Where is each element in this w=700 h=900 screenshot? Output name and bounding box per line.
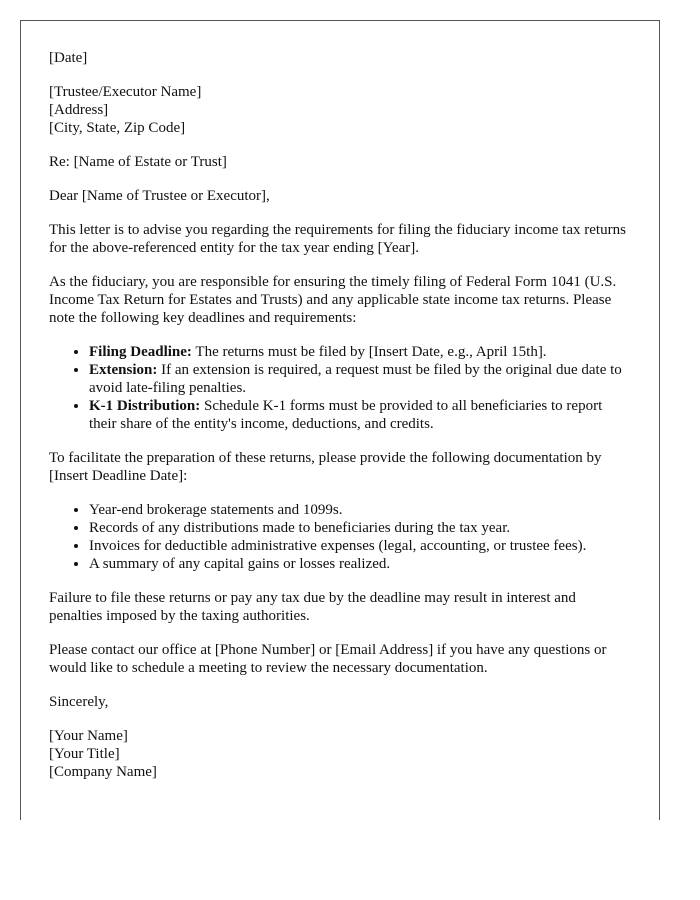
failure-paragraph: Failure to file these returns or pay any tax due by the deadline may result in interest and penalties imposed by the taxing authorities. — [49, 590, 576, 624]
recipient-name: [Trustee/Executor Name] — [49, 84, 202, 100]
signature-block — [49, 727, 629, 781]
letter-body — [49, 49, 629, 797]
documents-list — [49, 501, 629, 573]
requirement-label: K-1 Distribution: — [89, 398, 201, 414]
list-item — [89, 361, 629, 397]
documentation-paragraph: To facilitate the preparation of these returns, please provide the following documentation by [Insert Deadline Date]: — [49, 450, 602, 484]
re-line: Re: [Name of Estate or Trust] — [49, 154, 227, 170]
list-item — [89, 343, 629, 361]
signature-company: [Company Name] — [49, 764, 157, 780]
list-item: • A summary of any capital gains or losses realized. — [89, 555, 629, 573]
responsibility-paragraph: As the fiduciary, you are responsible for ensuring the timely filing of Federal Form 1041 (U.S. Income Tax Return for Estates and Trusts) and any applicable state income tax returns. Please note the following key deadlines and requirements: — [49, 274, 617, 326]
intro-paragraph: This letter is to advise you regarding the requirements for filing the fiduciary income tax returns for the above-referenced entity for the tax year ending [Year]. — [49, 222, 626, 256]
list-item: • Records of any distributions made to beneficiaries during the tax year. — [89, 519, 629, 537]
recipient-address-block — [49, 83, 629, 137]
salutation: Dear [Name of Trustee or Executor], — [49, 188, 270, 204]
requirement-text: Schedule K-1 forms must be provided to all beneficiaries to report their share of the entity's income, deductions, and credits. — [89, 398, 603, 432]
letter-date: [Date] — [49, 50, 88, 66]
signature-title: [Your Title] — [49, 746, 120, 762]
contact-paragraph: Please contact our office at [Phone Number] or [Email Address] if you have any questions or would like to schedule a meeting to review the necessary documentation. — [49, 642, 607, 676]
requirement-label: Extension: — [89, 362, 158, 378]
requirement-text: The returns must be filed by [Insert Date, e.g., April 15th]. — [191, 344, 547, 360]
signature-name: [Your Name] — [49, 728, 128, 744]
list-item: • Invoices for deductible administrative expenses (legal, accounting, or trustee fees). — [89, 537, 629, 555]
requirements-list — [49, 343, 629, 433]
list-item: • Year-end brokerage statements and 1099s. — [89, 501, 629, 519]
recipient-address: [Address] — [49, 102, 109, 118]
requirement-label: Filing Deadline: — [89, 344, 192, 360]
closing: Sincerely, — [49, 694, 109, 710]
list-item — [89, 397, 629, 433]
requirement-text: If an extension is required, a request must be filed by the original due date to avoid late-filing penalties. — [89, 362, 622, 396]
letter-page — [20, 20, 660, 820]
recipient-city-state-zip: [City, State, Zip Code] — [49, 120, 186, 136]
